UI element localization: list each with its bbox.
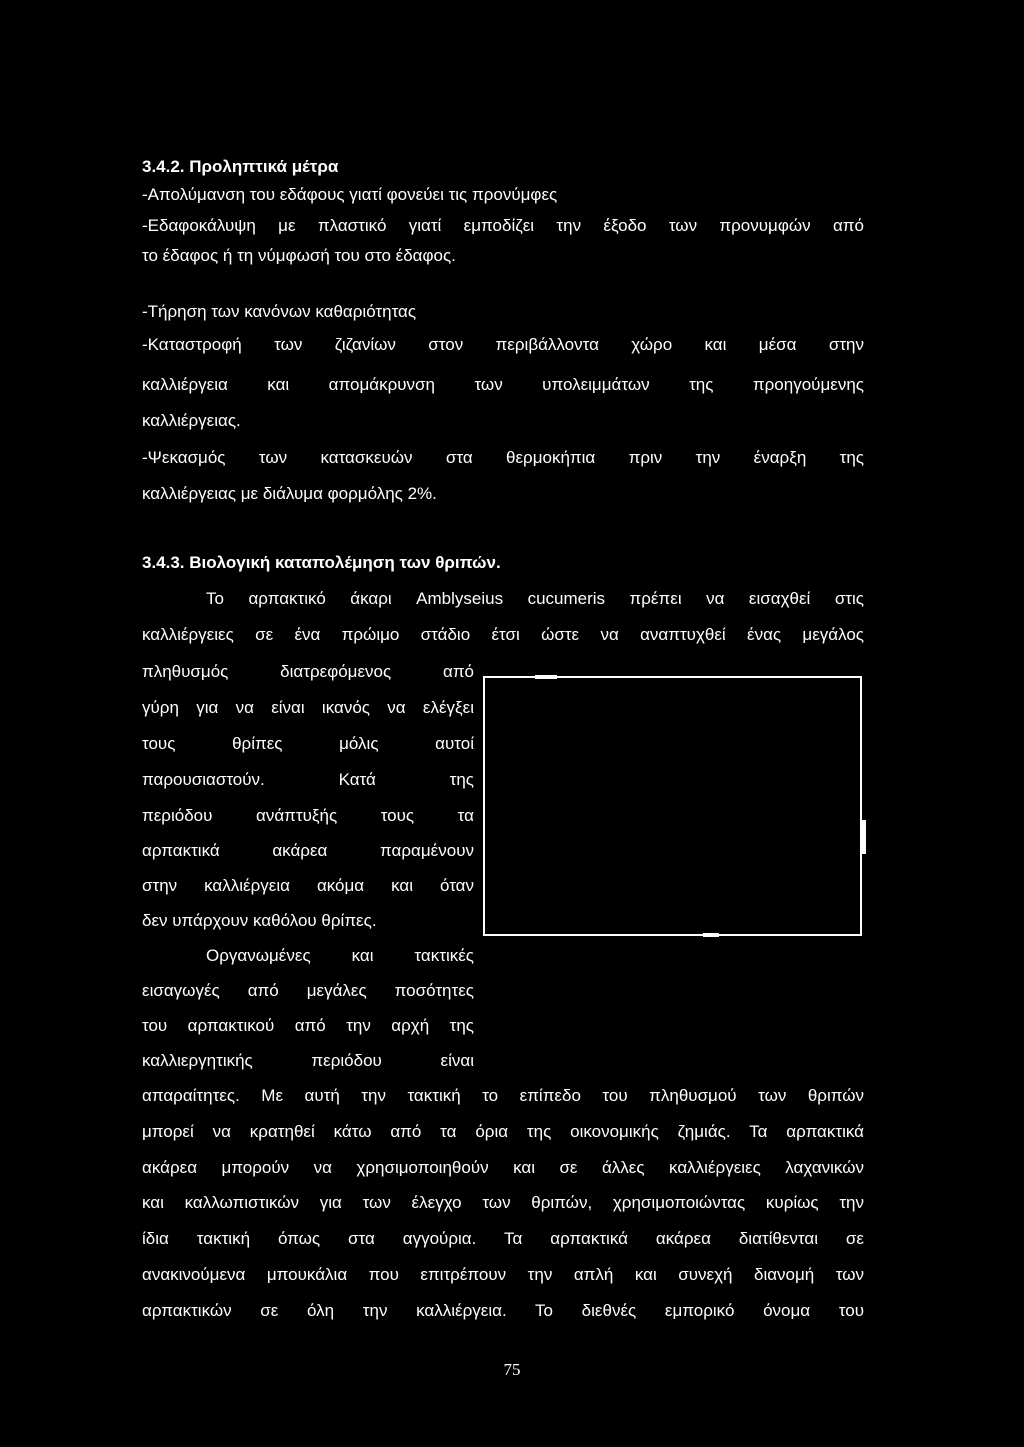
bio-line-9: στην καλλιέργεια ακόμα και όταν	[142, 876, 474, 895]
prevention-line-5: -Καταστροφή των ζιζανίων στον περιβάλλοντα χώρο και μέσα στην	[142, 335, 864, 354]
figure-placeholder	[483, 676, 862, 936]
page-number: 75	[503, 1360, 521, 1379]
frame-mark	[535, 675, 557, 679]
bio-line-14: καλλιεργητικής περιόδου είναι	[142, 1051, 474, 1070]
frame-mark	[862, 820, 866, 854]
prevention-line-4: -Τήρηση των κανόνων καθαριότητας	[142, 302, 417, 321]
bio-line-17: ακάρεα μπορούν να χρησιμοποιηθούν και σε άλλες καλλιέργειες λαχανικών	[142, 1158, 864, 1177]
bio-line-13: του αρπακτικού από την αρχή της	[142, 1016, 474, 1035]
prevention-line-2: -Εδαφοκάλυψη με πλαστικό γιατί εμποδίζει την έξοδο των προνυμφών από	[142, 216, 864, 235]
prevention-line-8: -Ψεκασμός των κατασκευών στα θερμοκήπια πριν την έναρξη της	[142, 448, 864, 467]
bio-line-20: ανακινούμενα μπουκάλια που επιτρέπουν την απλή και συνεχή διανομή των	[142, 1265, 864, 1284]
bio-line-8: αρπακτικά ακάρεα παραμένουν	[142, 841, 474, 860]
prevention-line-3: το έδαφος ή τη νύμφωσή του στο έδαφος.	[142, 246, 456, 265]
prevention-line-9: καλλιέργειας με διάλυμα φορμόλης 2%.	[142, 484, 437, 503]
bio-line-12: εισαγωγές από μεγάλες ποσότητες	[142, 981, 474, 1000]
bio-line-21: αρπακτικών σε όλη την καλλιέργεια. Το διεθνές εμπορικό όνομα του	[142, 1301, 864, 1320]
bio-line-6: παρουσιαστούν. Κατά της	[142, 770, 474, 789]
bio-line-1: Το αρπακτικό άκαρι Amblyseius cucumeris πρέπει να εισαχθεί στις	[206, 589, 864, 608]
bio-line-2: καλλιέργειες σε ένα πρώιμο στάδιο έτσι ώστε να αναπτυχθεί ένας μεγάλος	[142, 625, 864, 644]
prevention-line-6: καλλιέργεια και απομάκρυνση των υπολειμμάτων της προηγούμενης	[142, 375, 864, 394]
section-heading-biological: 3.4.3. Βιολογική καταπολέμηση των θριπών.	[142, 553, 501, 572]
bio-line-4: γύρη για να είναι ικανός να ελέγξει	[142, 698, 474, 717]
section-heading-prevention: 3.4.2. Προληπτικά μέτρα	[142, 157, 339, 176]
bio-line-16: μπορεί να κρατηθεί κάτω από τα όρια της οικονομικής ζημιάς. Τα αρπακτικά	[142, 1122, 864, 1141]
prevention-line-7: καλλιέργειας.	[142, 411, 241, 430]
bio-line-11: Οργανωμένες και τακτικές	[206, 946, 474, 965]
bio-line-19: ίδια τακτική όπως στα αγγούρια. Τα αρπακτικά ακάρεα διατίθενται σε	[142, 1229, 864, 1248]
bio-line-18: και καλλωπιστικών για των έλεγχο των θριπών, χρησιμοποιώντας κυρίως την	[142, 1193, 864, 1212]
bio-line-5: τους θρίπες μόλις αυτοί	[142, 734, 474, 753]
bio-line-3: πληθυσμός διατρεφόμενος από	[142, 662, 474, 681]
bio-line-15: απαραίτητες. Με αυτή την τακτική το επίπεδο του πληθυσμού των θριπών	[142, 1086, 864, 1105]
frame-mark	[703, 933, 719, 937]
prevention-line-1: -Απολύμανση του εδάφους γιατί φονεύει τις προνύμφες	[142, 185, 558, 204]
bio-line-7: περιόδου ανάπτυξής τους τα	[142, 806, 474, 825]
bio-line-10: δεν υπάρχουν καθόλου θρίπες.	[142, 911, 377, 930]
